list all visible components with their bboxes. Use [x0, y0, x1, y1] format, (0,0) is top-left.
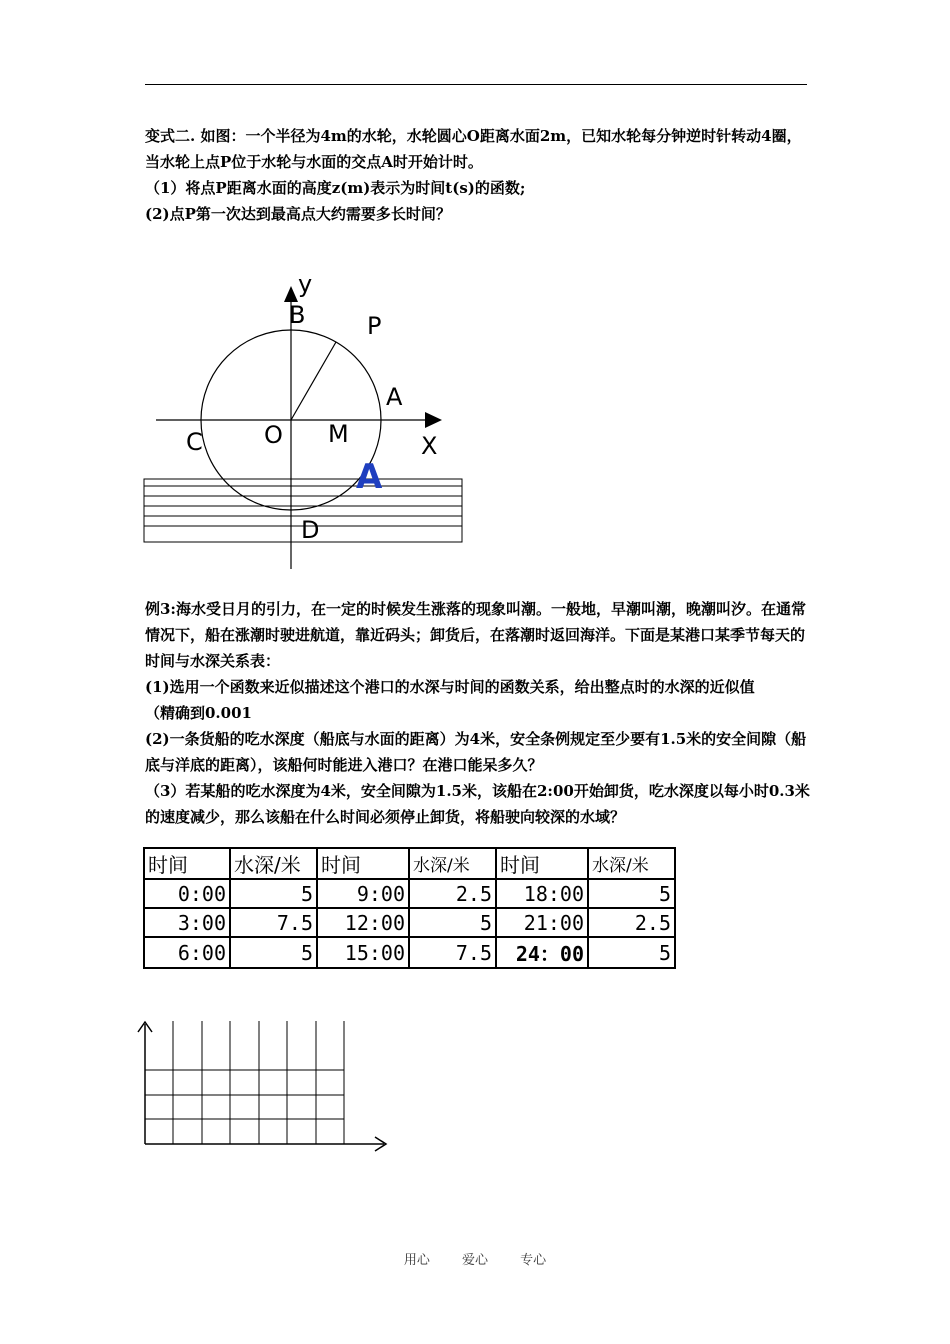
problem-2-part-2: (2)一条货船的吃水深度（船底与水面的距离）为4米，安全条例规定至少要有1.5米的安全间隙（船底与洋底的距离），该船何时能进入港口？在港口能呆多久？ — [145, 730, 807, 774]
page-footer — [0, 1249, 950, 1268]
depth-table — [143, 847, 676, 969]
problem-2-part-3: （3）若某船的吃水深度为4米，安全间隙为1.5米，该船在2:00开始卸货，吃水深度以每小时0.3米的速度减少，那么该船在什么时间必须停止卸货，将船驶向较深的水域？ — [145, 782, 810, 826]
footer-item: 爱心 — [461, 1253, 488, 1268]
label-d: D — [301, 516, 320, 544]
label-b: B — [289, 301, 306, 329]
table-cell: 5 — [230, 937, 317, 968]
table-cell: 3:00 — [144, 908, 230, 937]
table-cell: 5 — [588, 879, 675, 908]
table-row — [144, 937, 675, 968]
label-a-right: A — [386, 383, 403, 411]
problem-1-part-2: (2)点P第一次达到最高点大约需要多长时间？ — [145, 205, 451, 223]
header-time-3: 时间 — [496, 848, 588, 879]
label-c: C — [186, 428, 203, 456]
table-cell: 9:00 — [317, 879, 409, 908]
header-depth-3: 水深/米 — [588, 848, 675, 879]
table-cell: 21:00 — [496, 908, 588, 937]
table-cell: 12:00 — [317, 908, 409, 937]
table-row — [144, 879, 675, 908]
header-time-1: 时间 — [144, 848, 230, 879]
label-m: M — [328, 420, 349, 448]
table-cell: 15:00 — [317, 937, 409, 968]
header-time-2: 时间 — [317, 848, 409, 879]
header-rule — [145, 84, 807, 85]
footer-item: 用心 — [403, 1253, 430, 1268]
label-p: P — [367, 312, 382, 340]
problem-2-part-1: (1)选用一个函数来近似描述这个港口的水深与时间的函数关系，给出整点时的水深的近似值 — [145, 678, 755, 696]
table-cell: 7.5 — [409, 937, 496, 968]
x-axis-arrow — [425, 412, 442, 428]
table-cell: 2.5 — [409, 879, 496, 908]
y-axis-arrow — [284, 286, 298, 302]
table-cell: 2.5 — [588, 908, 675, 937]
table-cell: 5 — [588, 937, 675, 968]
problem-1-part-1: （1）将点P距离水面的高度z(m)表示为时间t(s)的函数; — [145, 179, 526, 197]
table-cell: 24：00 — [496, 937, 588, 968]
table-cell: 18:00 — [496, 879, 588, 908]
radius-op — [291, 342, 336, 420]
label-y: y — [298, 270, 313, 298]
label-o: O — [264, 421, 283, 449]
label-x: X — [421, 432, 438, 460]
table-cell: 0:00 — [144, 879, 230, 908]
blank-graph-grid — [136, 1014, 396, 1159]
problem-2-text — [145, 596, 810, 830]
header-depth-2: 水深/米 — [409, 848, 496, 879]
table-cell: 5 — [409, 908, 496, 937]
problem-2-precision: （精确到0.001 — [145, 704, 252, 722]
water-wheel-figure — [140, 262, 470, 572]
problem-1-text — [145, 123, 810, 227]
problem-1-statement: 变式二. 如图：一个半径为4m的水轮，水轮圆心O距离水面2m，已知水轮每分钟逆时针转动4圈，当水轮上点P位于水轮与水面的交点A时开始计时。 — [145, 127, 802, 171]
table-row — [144, 908, 675, 937]
table-cell: 7.5 — [230, 908, 317, 937]
footer-item: 专心 — [520, 1253, 547, 1268]
depth-table-header — [144, 848, 675, 879]
label-a-intersection: A — [356, 457, 383, 497]
table-cell: 5 — [230, 879, 317, 908]
header-depth-1: 水深/米 — [230, 848, 317, 879]
table-cell: 6:00 — [144, 937, 230, 968]
problem-2-statement: 例3:海水受日月的引力，在一定的时候发生涨落的现象叫潮。一般地，早潮叫潮，晚潮叫汐。在通常情况下，船在涨潮时驶进航道，靠近码头；卸货后，在落潮时返回海洋。下面是某港口某季节每天的时间与水深关系表： — [145, 600, 806, 670]
